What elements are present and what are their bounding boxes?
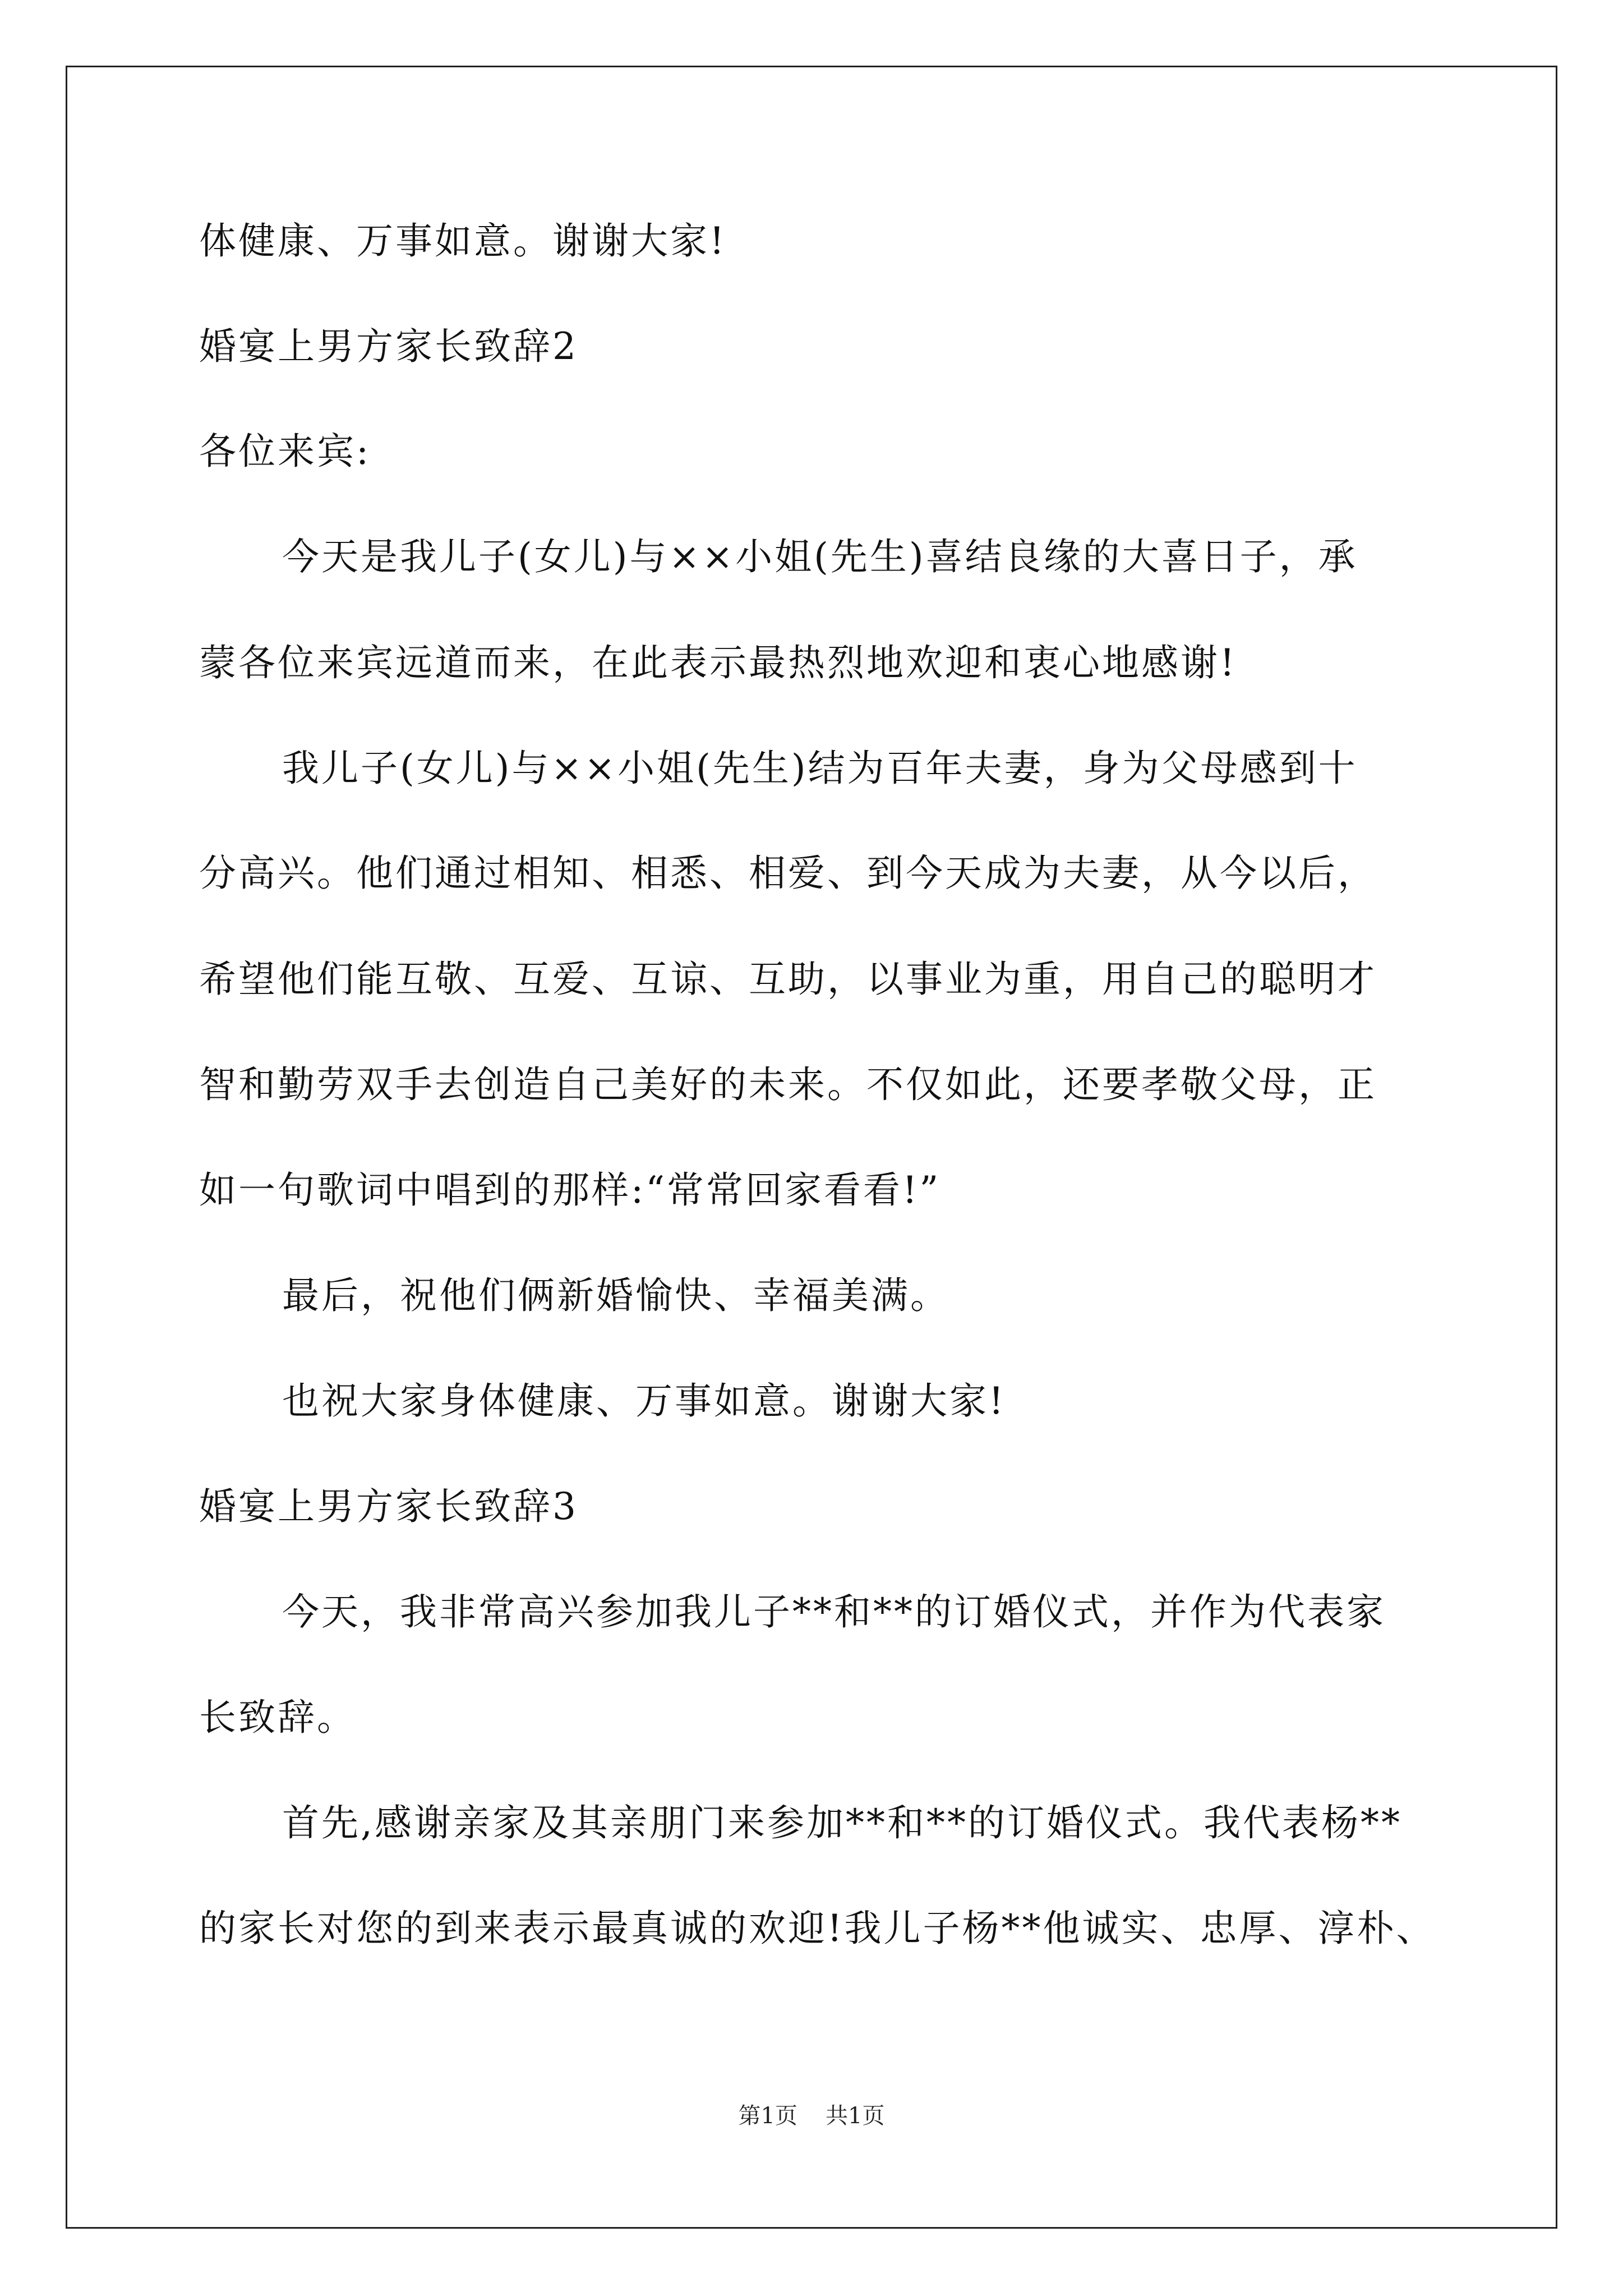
page-count: 共1页: [826, 2103, 885, 2129]
page-number: 第1页: [738, 2103, 797, 2129]
paragraph-line: 今天，我非常高兴参加我儿子**和**的订婚仪式，并作为代表家: [282, 1590, 1386, 1634]
paragraph-line: 分高兴。他们通过相知、相悉、相爱、到今天成为夫妻，从今以后，: [199, 852, 1377, 895]
paragraph-line: 希望他们能互敬、互爱、互谅、互助，以事业为重，用自己的聪明才: [199, 958, 1377, 1001]
section-heading: 婚宴上男方家长致辞2: [199, 325, 578, 368]
paragraph-line: 长致辞。: [199, 1696, 356, 1739]
section-heading: 婚宴上男方家长致辞3: [199, 1485, 578, 1528]
paragraph-line: 体健康、万事如意。谢谢大家!: [199, 219, 727, 263]
paragraph-line: 最后，祝他们俩新婚愉快、幸福美满。: [282, 1274, 949, 1317]
paragraph-line: 也祝大家身体健康、万事如意。谢谢大家!: [282, 1379, 1006, 1423]
paragraph-line: 智和勤劳双手去创造自己美好的未来。不仅如此，还要孝敬父母，正: [199, 1063, 1377, 1106]
paragraph-line: 如一句歌词中唱到的那样:“常常回家看看!”: [199, 1168, 941, 1212]
salutation: 各位来宾:: [199, 430, 371, 473]
paragraph-line: 首先,感谢亲家及其亲朋门来参加**和**的订婚仪式。我代表杨**: [282, 1801, 1402, 1844]
page-footer: [0, 2099, 1623, 2133]
paragraph-line: 蒙各位来宾远道而来，在此表示最热烈地欢迎和衷心地感谢!: [199, 641, 1237, 684]
paragraph-line: 今天是我儿子(女儿)与××小姐(先生)喜结良缘的大喜日子，承: [282, 535, 1358, 578]
paragraph-line: 的家长对您的到来表示最真诚的欢迎!我儿子杨**他诚实、忠厚、淳朴、: [199, 1907, 1436, 1950]
paragraph-line: 我儿子(女儿)与××小姐(先生)结为百年夫妻，身为父母感到十: [282, 747, 1358, 790]
